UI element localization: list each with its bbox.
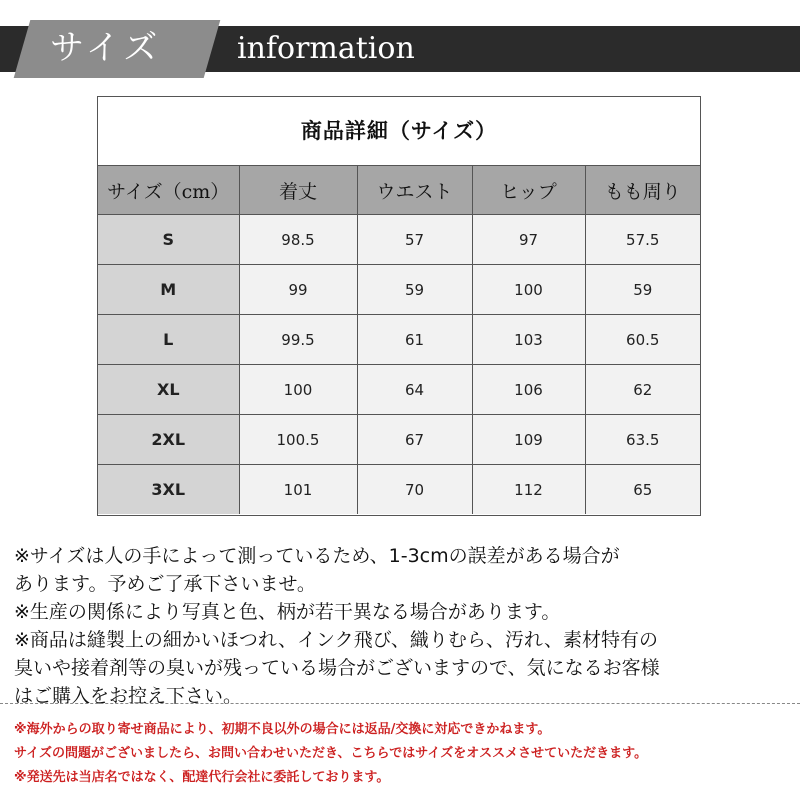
note-line: ※商品は縫製上の細かいほつれ、インク飛び、織りむら、汚れ、素材特有の [14, 629, 659, 651]
column-header-waist: ウエスト [357, 166, 472, 215]
table-row [98, 415, 700, 465]
red-note-line: ※海外からの取り寄せ商品により、初期不良以外の場合には返品/交換に対応できかねます。 [14, 722, 551, 737]
table-title: 商品詳細（サイズ） [98, 97, 700, 166]
column-header-thigh: もも周り [585, 166, 700, 215]
column-header-hip: ヒップ [472, 166, 585, 215]
hip-cell: 112 [472, 465, 585, 515]
waist-cell: 64 [357, 365, 472, 415]
hip-cell: 106 [472, 365, 585, 415]
length-cell: 99.5 [239, 315, 357, 365]
hip-cell: 100 [472, 265, 585, 315]
red-note-line: ※発送先は当店名ではなく、配達代行会社に委託しております。 [14, 770, 390, 785]
size-grid [98, 166, 700, 514]
note-line: ※生産の関係により写真と色、柄が若干異なる場合があります。 [14, 601, 561, 623]
waist-cell: 59 [357, 265, 472, 315]
header-info-label: information [237, 31, 415, 66]
thigh-cell: 62 [585, 365, 700, 415]
length-cell: 100 [239, 365, 357, 415]
length-cell: 98.5 [239, 215, 357, 265]
table-row [98, 365, 700, 415]
note-line: 臭いや接着剤等の臭いが残っている場合がございますので、気になるお客様 [14, 657, 660, 679]
table-row [98, 315, 700, 365]
table-row [98, 265, 700, 315]
table-row [98, 215, 700, 265]
note-line: あります。予めご了承下さいませ。 [14, 573, 316, 595]
length-cell: 99 [239, 265, 357, 315]
thigh-cell: 60.5 [585, 315, 700, 365]
column-header-size: サイズ（cm） [98, 166, 239, 215]
header-tab-label: サイズ [50, 28, 162, 68]
thigh-cell: 65 [585, 465, 700, 515]
thigh-cell: 57.5 [585, 215, 700, 265]
notes-block [14, 542, 794, 710]
size-cell: S [98, 215, 239, 265]
length-cell: 100.5 [239, 415, 357, 465]
size-cell: L [98, 315, 239, 365]
note-line: ※サイズは人の手によって測っているため、1-3cmの誤差がある場合が [14, 545, 620, 567]
size-table [97, 96, 701, 516]
thigh-cell: 59 [585, 265, 700, 315]
waist-cell: 61 [357, 315, 472, 365]
waist-cell: 70 [357, 465, 472, 515]
size-cell: M [98, 265, 239, 315]
thigh-cell: 63.5 [585, 415, 700, 465]
red-notes-block [14, 718, 794, 790]
table-row [98, 465, 700, 515]
red-note-line: サイズの問題がございましたら、お問い合わせいただき、こちらではサイズをオススメさせていただきます。 [14, 746, 648, 761]
header-row [98, 166, 700, 215]
hip-cell: 103 [472, 315, 585, 365]
waist-cell: 57 [357, 215, 472, 265]
size-cell: 3XL [98, 465, 239, 515]
hip-cell: 109 [472, 415, 585, 465]
dashed-divider [0, 703, 800, 704]
note-line: はご購入をお控え下さい。 [14, 685, 243, 707]
size-cell: 2XL [98, 415, 239, 465]
size-cell: XL [98, 365, 239, 415]
column-header-length: 着丈 [239, 166, 357, 215]
waist-cell: 67 [357, 415, 472, 465]
length-cell: 101 [239, 465, 357, 515]
hip-cell: 97 [472, 215, 585, 265]
